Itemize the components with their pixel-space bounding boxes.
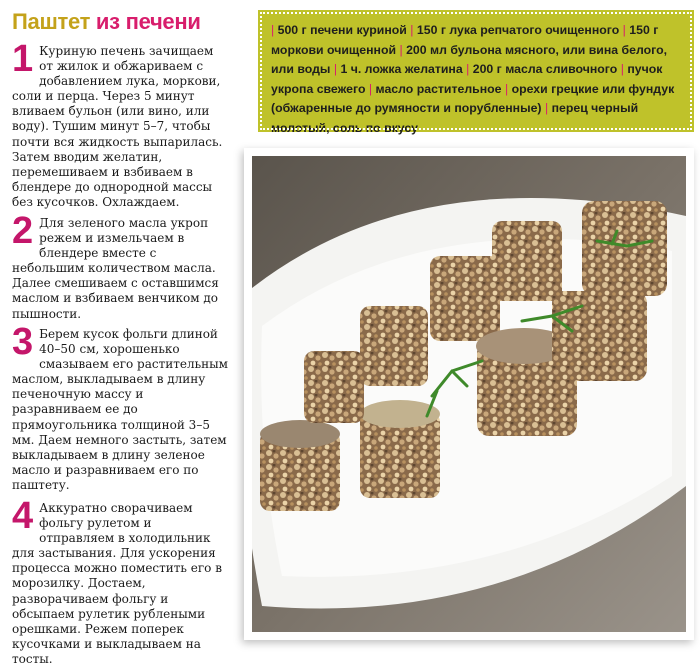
step-1 (12, 38, 228, 210)
step-2 (12, 210, 228, 322)
ingredient: масло растительное (375, 81, 502, 96)
ingredient: 500 г печени куриной (277, 23, 407, 37)
step-text: Для зеленого масла укроп режем и измельчаем в блендере вместе с небольшим количеством масла. Далее смешиваем с оставшимся маслом и взбиваем венчиком до пышности. (12, 216, 219, 321)
step-3 (12, 321, 229, 493)
step-text: Аккуратно сворачиваем фольгу рулетом и отправляем в холодильник для застывания. Для ускорения процесса можно поместить его в морозилку. Достаем, разворачиваем фольгу и обсыпаем рулетик рублеными орешками. Режем поперек кусочками и выкладываем на тосты. (12, 501, 222, 666)
ingredients-box: | 500 г печени куриной | 150 г лука репчатого очищенного | 150 г моркови очищенной | 200 мл бульона мясного, или вина белого, или воды | 1 ч. ложка желатина | 200 г масла сливочного | пучок укропа свежего | масло растительное | орехи грецкие или фундук (обжаренные до румяности и порубленные) | перец черный молотый, соль по вкусу (258, 10, 694, 132)
ingredient: орехи грецкие или фундук (обжаренные до румяности и порубленные) (271, 81, 675, 115)
ingredient: 200 г масла сливочного (472, 62, 618, 76)
dish-illustration (252, 156, 686, 632)
step-number: 2 (12, 210, 34, 252)
dish-photo (244, 148, 694, 640)
ingredient: 150 г моркови очищенной (271, 23, 659, 57)
title-part-2: из печени (95, 9, 201, 34)
step-number: 1 (12, 38, 34, 80)
ingredient: 1 ч. ложка желатина (340, 62, 463, 76)
step-4 (12, 495, 228, 667)
ingredient: 200 мл бульона мясного, или вина белого, или воды (271, 42, 668, 76)
step-number: 3 (12, 321, 34, 363)
step-text: Берем кусок фольги длиной 40–50 см, хорошенько смазываем его растительным маслом, выкладываем в длину печеночную массу и разравниваем ее до прямоугольника толщиной 3–5 мм. Даем немного застыть, затем выкладываем в длину зеленое масло и разравниваем его по паштету. (12, 327, 229, 492)
title-part-1: Паштет (12, 9, 91, 34)
ingredient: 150 г лука репчатого очищенного (416, 23, 620, 37)
ingredient: пучок укропа свежего (271, 62, 663, 96)
step-text: Куриную печень зачищаем от жилок и обжариваем с добавлением лука, моркови, соли и перца. Через 5 минут вливаем бульон (или вино, или воду). Тушим минут 5–7, чтобы почти вся жидкость выпарилась. Затем вводим желатин, перемешиваем и взбиваем в блендере до однородной массы без кусочков. Охлаждаем. (12, 44, 223, 209)
ingredient: перец черный молотый, соль по вкусу (271, 101, 639, 135)
recipe-title (12, 8, 201, 36)
step-number: 4 (12, 495, 34, 537)
